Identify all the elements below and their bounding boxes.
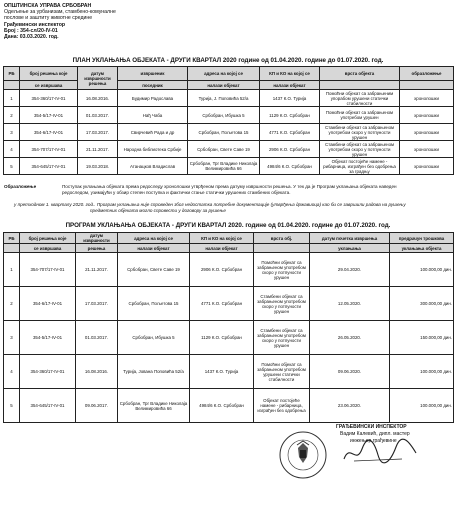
program-col-header: уклањања xyxy=(310,244,390,253)
program-cell: 09.06.2017. xyxy=(76,389,118,423)
plan-cell: 3 xyxy=(4,124,20,141)
program-header-row xyxy=(4,233,454,244)
program-col-header xyxy=(254,244,310,253)
header-line: Дана: 03.03.2020. год. xyxy=(4,34,59,41)
plan-row xyxy=(4,124,454,141)
program-cell: 16.08.2016. xyxy=(76,355,118,389)
plan-cell: Турија, Ј. Поповића 52/а xyxy=(188,90,260,107)
program-cell: 1437 К.О. Турија xyxy=(190,355,254,389)
program-cell: Турија, Јована Поповића 52/а xyxy=(118,355,190,389)
program-col-header: датум извршности xyxy=(76,233,118,244)
plan-cell: 2906 К.О. Србобран xyxy=(260,141,320,158)
program-col-header: се извршава xyxy=(20,244,76,253)
plan-cell: 17.03.2017. xyxy=(78,124,118,141)
plan-cell: Србобран, Ибушка 5 xyxy=(188,107,260,124)
explanation-text: Поступак уклањања објеката према редоследу хронолошки утврђеном према датуму извршности решења. У тек да је Програм уклањања објеката наведен xyxy=(62,184,397,189)
plan-cell: 4984/6 К.О. Србобран xyxy=(260,158,320,175)
program-cell: 354-6/17-IV-01 xyxy=(20,287,76,321)
program-cell: 29.04.2020. xyxy=(310,253,390,287)
program-cell: 354-5/17-IV-01 xyxy=(20,321,76,355)
document-header xyxy=(4,3,116,40)
plan-cell: 1 xyxy=(4,90,20,107)
program-cell: 12.05.2020. xyxy=(310,287,390,321)
plan-cell: 354-5/17-IV-01 xyxy=(20,107,78,124)
plan-title: ПЛАН УКЛАЊАЊА ОБЈЕКАТА - ДРУГИ КВАРТАЛ 2020 године од 01.04.2020. године до 01.07.2020. год. xyxy=(72,57,384,64)
program-cell: 354-707/17-IV-01 xyxy=(20,253,76,287)
plan-cell: Србобран, Пољетова 15 xyxy=(188,124,260,141)
plan-col-header: налази објекат xyxy=(188,81,260,90)
program-cell: Стамбени објекат са забрањеном употребом скоро у потпуности урушен xyxy=(254,321,310,355)
signature-name: Вадим Калевић, дипл. мастер xyxy=(340,431,410,437)
plan-table xyxy=(3,66,454,175)
plan-cell: 16.08.2016. xyxy=(78,90,118,107)
program-cell: 4 xyxy=(4,355,20,389)
plan-row xyxy=(4,141,454,158)
program-cell: Стамбени објекат са забрањеном употребом скоро у потпуности урушен xyxy=(254,287,310,321)
program-cell: Помоћни објекат са забрањеном употребом урушени статички стабилности xyxy=(254,355,310,389)
plan-row xyxy=(4,158,454,175)
plan-col-header: КП и КО на којој се xyxy=(260,67,320,81)
plan-cell: хронолошки xyxy=(400,158,454,175)
program-cell: 3 xyxy=(4,321,20,355)
explanation-label xyxy=(4,184,36,190)
program-title: ПРОГРАМ УКЛАЊАЊА ОБЈЕКАТА - ДРУГИ КВАРТАЛ 2020. године од 01.04.2020. године до 01.07.2020. год. xyxy=(65,222,391,229)
program-cell: 23.06.2020. xyxy=(310,389,390,423)
program-col-header: налази објекат xyxy=(190,244,254,253)
program-cell: 100.000,00 дин. xyxy=(390,355,454,389)
signature-title: ГРАЂЕВИНСКИ ИНСПЕКТОР xyxy=(336,424,407,430)
plan-cell: хронолошки xyxy=(400,107,454,124)
plan-col-header: поседник xyxy=(118,81,188,90)
program-row xyxy=(4,321,454,355)
header-line: послове и заштиту животне средине xyxy=(4,15,93,22)
program-cell: Помоћни објекат са забрањеном употребом скоро у потпуности урушен xyxy=(254,253,310,287)
program-col-header: уклањања објекта xyxy=(390,244,454,253)
plan-cell: Атанацков Владислав xyxy=(118,158,188,175)
plan-cell: 354-6/17-IV-01 xyxy=(20,124,78,141)
explanation-text: предметних објеката могло спровести у договору за рушење xyxy=(90,208,226,213)
plan-cell: 19.03.2018. xyxy=(78,158,118,175)
program-cell: 1 xyxy=(4,253,20,287)
program-cell: 4771 К.О. Србобран xyxy=(190,287,254,321)
program-col-header: број решења које xyxy=(20,233,76,244)
program-cell: Србобран, Пољетова 15 xyxy=(118,287,190,321)
plan-cell: 01.03.2017. xyxy=(78,107,118,124)
plan-cell: хронолошки xyxy=(400,141,454,158)
program-col-header: КП и КО на којој се xyxy=(190,233,254,244)
plan-row xyxy=(4,107,454,124)
program-cell: 354-360/17-IV-01 xyxy=(20,355,76,389)
program-col-header: налази објекат xyxy=(118,244,190,253)
explanation-label-text: Образложење xyxy=(4,184,37,189)
program-cell: 150.000,00 дин. xyxy=(390,321,454,355)
plan-col-header xyxy=(400,81,454,90)
program-col-header: датум почетка извршења xyxy=(310,233,390,244)
program-cell: 26.05.2020. xyxy=(310,321,390,355)
program-table xyxy=(3,232,454,423)
plan-cell: хронолошки xyxy=(400,124,454,141)
plan-cell: 1129 К.О. Србобран xyxy=(260,107,320,124)
program-cell: 01.03.2017. xyxy=(76,321,118,355)
program-cell: 09.06.2020. xyxy=(310,355,390,389)
plan-cell: Објекат постојеће намене - рибарница, изграђен без одобрења за градњу xyxy=(320,158,400,175)
plan-cell: 1437 К.О. Турија xyxy=(260,90,320,107)
plan-cell: Будимир Радослава xyxy=(118,90,188,107)
program-col-header: адреса на којој се xyxy=(118,233,190,244)
plan-col-header: се извршава xyxy=(20,81,78,90)
explanation-text: у претходном 1. кварталу 2020. год.. Програм уклањања није спроведен због недостатка потребне документације (утврђења државиоца) као би се завршили радова на рушењу xyxy=(14,202,406,207)
plan-col-header: образложење xyxy=(400,67,454,81)
plan-cell: Стамбени објекат са забрањеном употребом скоро у потпуности урушен xyxy=(320,124,400,141)
plan-col-header: број решења које xyxy=(20,67,78,81)
header-line: ОПШТИНСКА УПРАВА СРБОБРАН xyxy=(4,3,92,9)
plan-col-header: налази објекат xyxy=(260,81,320,90)
plan-cell: 354-707/17-IV-01 xyxy=(20,141,78,158)
program-cell: 21.11.2017. xyxy=(76,253,118,287)
header-line: Одељење за урбанизам, стамбено-комуналне xyxy=(4,9,116,16)
plan-cell: Свирчевић Рада и др xyxy=(118,124,188,141)
plan-header-row xyxy=(4,81,454,90)
plan-col-header xyxy=(4,81,20,90)
program-col-header: врста обј. xyxy=(254,233,310,244)
explanation-text: редоследом, узимајући у обзир степен поступка и фактички стање статички урушених стамбених објеката. xyxy=(62,190,291,195)
plan-col-header: врста објекта xyxy=(320,67,400,81)
program-cell: Србобран, Светe Саве 19 xyxy=(118,253,190,287)
plan-cell: Народна библиотека Србије xyxy=(118,141,188,158)
plan-cell: 21.11.2017. xyxy=(78,141,118,158)
plan-cell: Помоћни објекат са забрањеном употребом урушен xyxy=(320,107,400,124)
program-cell: Објекат постојеће намене - рибарница, изграђен без одобрења xyxy=(254,389,310,423)
plan-cell: Србобран, Трг Владике Николаја Велимировића 66 xyxy=(188,158,260,175)
program-row xyxy=(4,389,454,423)
program-col-header: РБ xyxy=(4,233,20,244)
plan-col-header: адреса на којој се xyxy=(188,67,260,81)
plan-cell: 354-645/17-IV-01 xyxy=(20,158,78,175)
program-cell: 2906 К.О. Србобран xyxy=(190,253,254,287)
program-cell: Србобран, Трг Владике Николаја Велимировића 66 xyxy=(118,389,190,423)
plan-cell: Стамбени објекат са забрањеном употребом скоро у потпуности урушен xyxy=(320,141,400,158)
plan-cell: хронолошки xyxy=(400,90,454,107)
program-col-header xyxy=(4,244,20,253)
program-row xyxy=(4,355,454,389)
plan-cell: 4771 К.О. Србобран xyxy=(260,124,320,141)
program-cell: 1129 К.О. Србобран xyxy=(190,321,254,355)
signature-role: инжењер грађевине xyxy=(350,438,397,444)
plan-cell: 5 xyxy=(4,158,20,175)
program-col-header: решења xyxy=(76,244,118,253)
program-cell: Србобран, Ибушка 5 xyxy=(118,321,190,355)
header-line: Број : 354-сл/20-IV-01 xyxy=(4,27,58,34)
plan-col-header: извршеник xyxy=(118,67,188,81)
program-cell: 354-645/17-IV-01 xyxy=(20,389,76,423)
plan-col-header: РБ xyxy=(4,67,20,81)
official-seal xyxy=(278,430,328,480)
program-cell: 4984/6 К.О. Србобран xyxy=(190,389,254,423)
program-header-row xyxy=(4,244,454,253)
plan-cell: 2 xyxy=(4,107,20,124)
program-cell: 5 xyxy=(4,389,20,423)
header-line: Грађевински инспектор xyxy=(4,21,66,28)
plan-cell: Србобран, Светe Саве 19 xyxy=(188,141,260,158)
plan-cell: 354-360/17-IV-01 xyxy=(20,90,78,107)
handwritten-signature xyxy=(340,437,420,467)
program-cell: 100.000,00 дин. xyxy=(390,389,454,423)
plan-col-header: датум извршности решења xyxy=(78,67,118,90)
program-cell: 300.000,00 дин. xyxy=(390,287,454,321)
plan-col-header xyxy=(320,81,400,90)
plan-row xyxy=(4,90,454,107)
program-row xyxy=(4,253,454,287)
plan-header-row xyxy=(4,67,454,81)
program-row xyxy=(4,287,454,321)
program-cell: 17.03.2017. xyxy=(76,287,118,321)
program-col-header: предрачун трошкова xyxy=(390,233,454,244)
plan-cell: Помоћни објекат са забрањеним упорабом урушени статички стабилности xyxy=(320,90,400,107)
program-cell: 2 xyxy=(4,287,20,321)
program-cell: 100.000,00 дин. xyxy=(390,253,454,287)
plan-cell: Нађ Чаба xyxy=(118,107,188,124)
plan-cell: 4 xyxy=(4,141,20,158)
